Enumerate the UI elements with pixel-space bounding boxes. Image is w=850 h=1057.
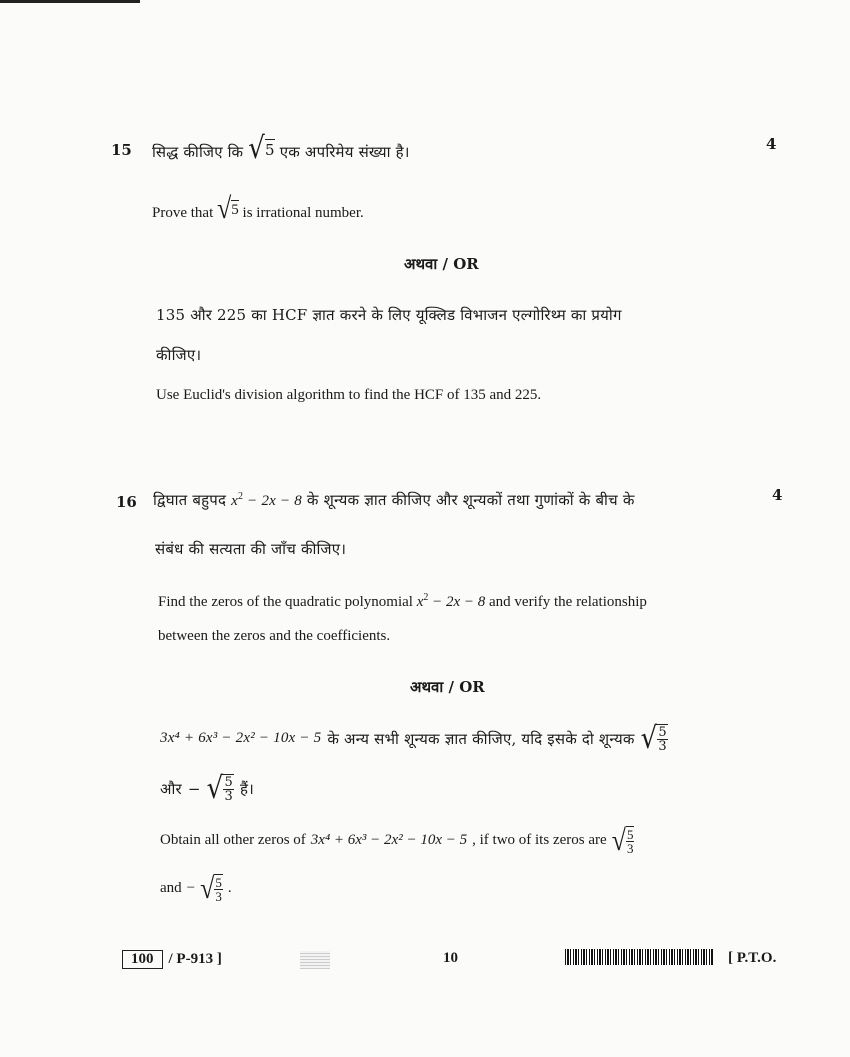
q16-hindi-suffix: के शून्यक ज्ञात कीजिए और शून्यकों तथा गुणांकों के बीच के <box>306 491 635 509</box>
question-16-number: 16 <box>116 493 137 511</box>
sqrt-5-over-3-en: √ $\frac{5}{3}$ <box>611 823 634 857</box>
q15-english-after: is irrational number. <box>242 205 364 221</box>
pto-label: [ P.T.O. <box>728 950 777 966</box>
question-16-marks: 4 <box>772 486 783 504</box>
q15-alt-hindi-line2: कीजिए। <box>156 346 202 364</box>
q16-alt-english-line1 <box>160 823 634 857</box>
sqrt-5-over-3: √ $\frac{5}{3}$ <box>640 721 667 756</box>
q15-english-text <box>152 191 364 226</box>
footer-code-text: / P-913 ] <box>168 951 222 967</box>
q15-hindi-before: सिद्ध कीजिए कि <box>152 143 244 161</box>
footer-code-box: 100 <box>122 950 163 969</box>
q16-english-prefix: Find the zeros of the quadratic polynomial <box>158 594 413 610</box>
neg-sqrt-5-over-3: √ $\frac{5}{3}$ <box>206 771 233 806</box>
footer-code <box>122 950 222 969</box>
q16-or-label: अथवा / OR <box>410 678 485 696</box>
question-15-number: 15 <box>111 141 132 159</box>
q16-english-suffix: and verify the relationship <box>489 594 647 610</box>
q16-alt-english-mid: , if two of its zeros are <box>472 832 607 848</box>
top-rule <box>0 0 140 3</box>
neg-sqrt-5-over-3-en: √ $\frac{5}{3}$ <box>200 871 222 905</box>
question-15-marks: 4 <box>766 135 777 153</box>
q16-alt-hindi-line2: और − √ $\frac{5}{3}$ हैं। <box>160 771 254 806</box>
sqrt5-symbol-en: √ 5 <box>217 191 239 226</box>
q15-alt-english: Use Euclid's division algorithm to find the HCF of 135 and 225. <box>156 387 542 403</box>
q16-alt-english-line2: and − √ $\frac{5}{3}$ . <box>160 871 232 905</box>
q16-polynomial: $x^2 - 2x - 8$ <box>231 491 302 509</box>
barcode-icon <box>565 949 713 965</box>
q16-hindi-line1 <box>153 490 635 510</box>
q16-alt-polynomial: 3x⁴ + 6x³ − 2x² − 10x − 5 <box>160 730 322 746</box>
q16-alt-english-prefix: Obtain all other zeros of <box>160 832 306 848</box>
q16-alt-hindi-and: और <box>160 779 182 798</box>
q16-alt-hindi-end: हैं। <box>239 779 254 798</box>
faint-stamp <box>300 951 330 969</box>
q15-hindi-after: एक अपरिमेय संख्या है। <box>279 143 410 161</box>
q16-english-line2: between the zeros and the coefficients. <box>158 628 391 644</box>
q15-english-before: Prove that <box>152 205 214 221</box>
sqrt5-symbol: √ 5 <box>248 131 275 167</box>
q16-hindi-line2: संबंध की सत्यता की जाँच कीजिए। <box>155 540 347 558</box>
q16-alt-english-and: and <box>160 880 182 896</box>
q16-alt-hindi-mid: के अन्य सभी शून्यक ज्ञात कीजिए, यदि इसके दो शून्यक <box>327 729 635 748</box>
q15-or-label: अथवा / OR <box>404 255 479 273</box>
page-number: 10 <box>443 950 458 966</box>
q16-alt-hindi-line1 <box>160 721 668 756</box>
q16-alt-polynomial-en: 3x⁴ + 6x³ − 2x² − 10x − 5 <box>310 832 468 848</box>
q15-hindi-text <box>152 131 410 167</box>
q16-hindi-prefix: द्विघात बहुपद <box>153 491 227 509</box>
q16-polynomial-en: $x^2 - 2x - 8$ <box>416 592 486 610</box>
q15-alt-hindi-line1: 135 और 225 का HCF ज्ञात करने के लिए यूक्लिड विभाजन एल्गोरिथ्म का प्रयोग <box>156 306 622 324</box>
q16-english-line1 <box>158 592 647 611</box>
